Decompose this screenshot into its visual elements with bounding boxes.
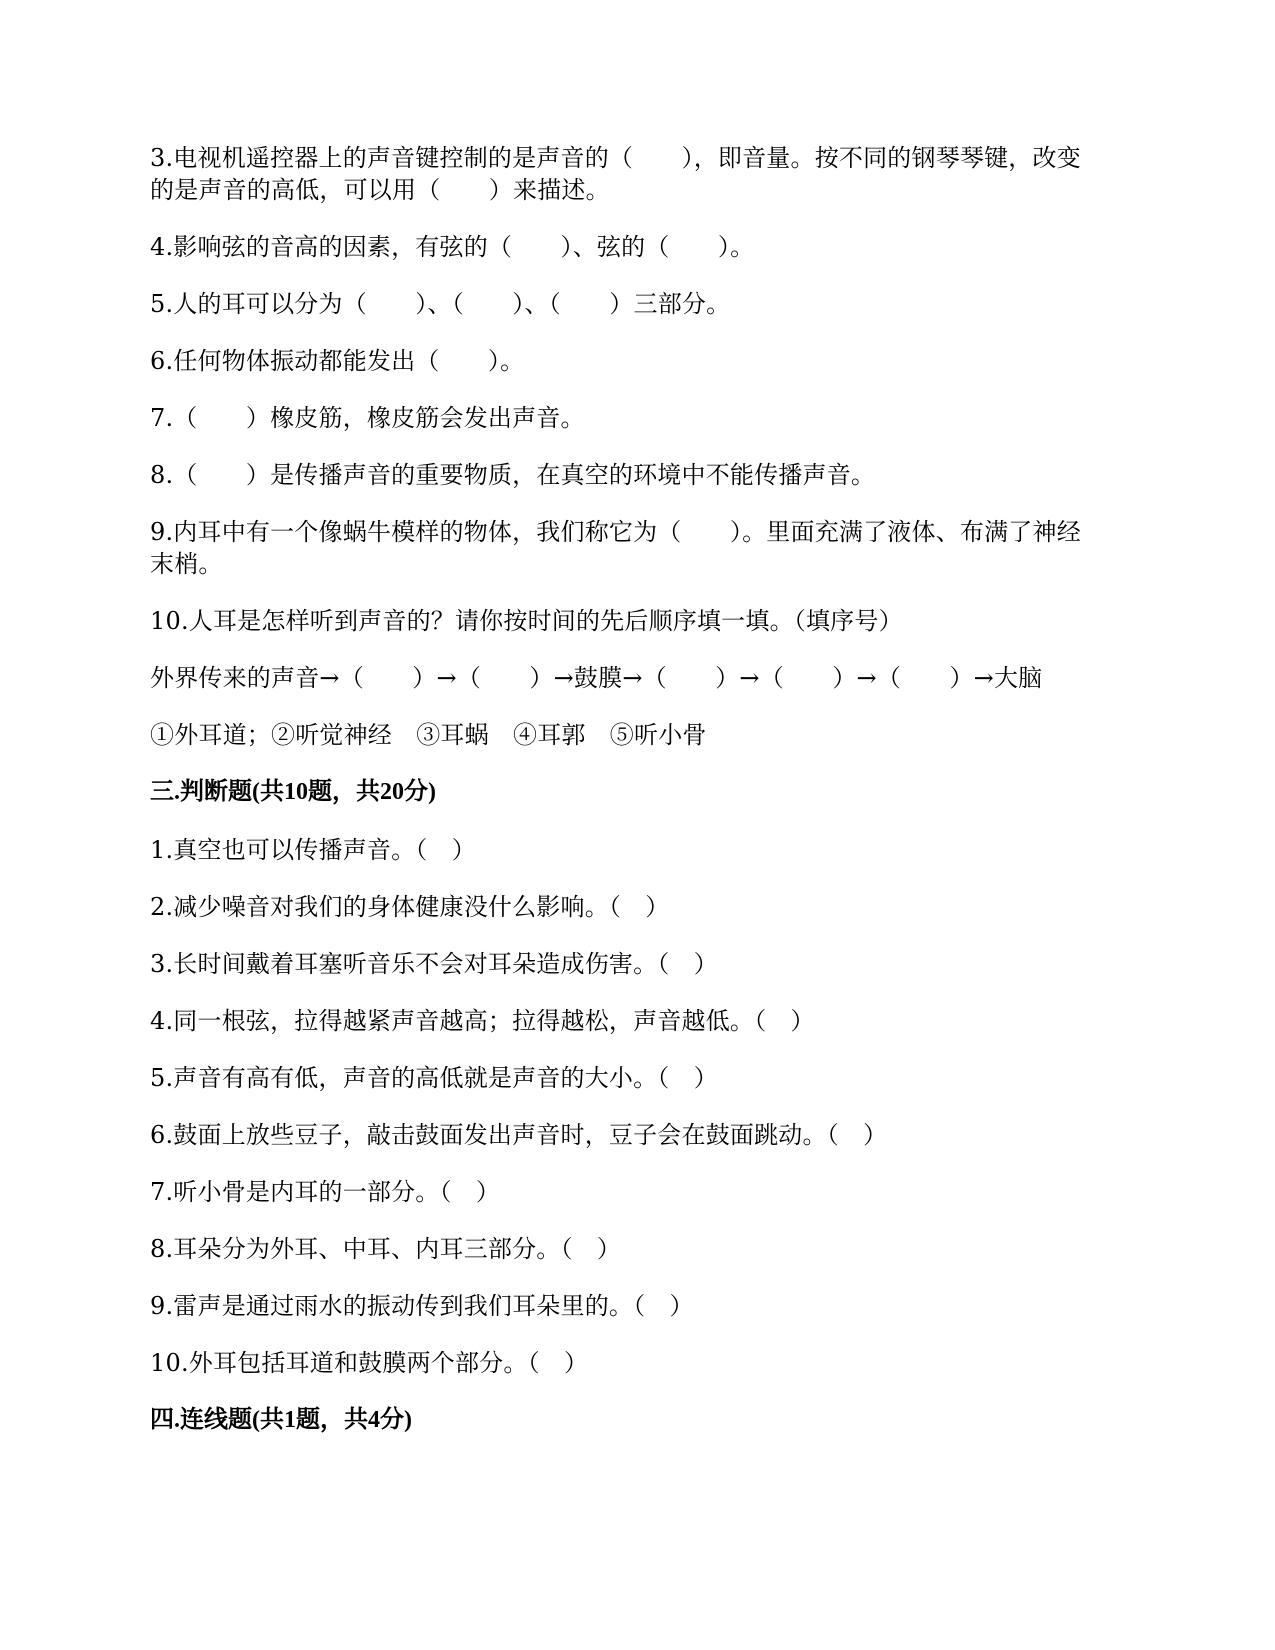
fill-in-section xyxy=(150,142,1110,751)
question-line: 的是声音的高低，可以用（ ）来描述。 xyxy=(150,176,610,204)
question-line: 9.内耳中有一个像蜗牛模样的物体，我们称它为（ ）。里面充满了液体、布满了神经 xyxy=(150,518,1081,546)
judgement-line: 5.声音有高有低，声音的高低就是声音的大小。（ ） xyxy=(150,1064,718,1092)
question-item xyxy=(150,142,1110,206)
matching-section xyxy=(150,1404,1110,1436)
question-item xyxy=(150,288,1110,320)
document-page xyxy=(150,142,1110,1436)
question-line: 10.人耳是怎样听到声音的？请你按时间的先后顺序填一填。（填序号） xyxy=(150,607,903,635)
question-item xyxy=(150,719,1110,751)
question-line: 3.电视机遥控器上的声音键控制的是声音的（ ），即音量。按不同的钢琴琴键，改变 xyxy=(150,144,1081,172)
sequence-line: 外界传来的声音→（ ）→（ ）→鼓膜→（ ）→（ ）→（ ）→大脑 xyxy=(150,664,1043,692)
question-item xyxy=(150,516,1110,580)
question-line: 5.人的耳可以分为（ ）、（ ）、（ ）三部分。 xyxy=(150,290,731,318)
judgement-line: 10.外耳包括耳道和鼓膜两个部分。（ ） xyxy=(150,1349,589,1377)
judgement-line: 9.雷声是通过雨水的振动传到我们耳朵里的。（ ） xyxy=(150,1292,694,1320)
judgement-item xyxy=(150,1062,1110,1094)
section-heading: 三.判断题(共10题，共20分) xyxy=(150,779,436,805)
judgement-item xyxy=(150,1005,1110,1037)
judgement-item xyxy=(150,1347,1110,1379)
judgement-line: 8.耳朵分为外耳、中耳、内耳三部分。（ ） xyxy=(150,1235,622,1263)
judgement-line: 6.鼓面上放些豆子，敲击鼓面发出声音时，豆子会在鼓面跳动。（ ） xyxy=(150,1121,888,1149)
question-line: 末梢。 xyxy=(150,550,223,578)
question-item xyxy=(150,662,1110,694)
question-item xyxy=(150,345,1110,377)
judgement-item xyxy=(150,834,1110,866)
options-line: ①外耳道；②听觉神经 ③耳蜗 ④耳郭 ⑤听小骨 xyxy=(150,721,707,749)
question-item xyxy=(150,459,1110,491)
judgement-line: 2.减少噪音对我们的身体健康没什么影响。（ ） xyxy=(150,893,670,921)
judgement-item xyxy=(150,891,1110,923)
question-item xyxy=(150,402,1110,434)
judgement-line: 7.听小骨是内耳的一部分。（ ） xyxy=(150,1178,501,1206)
question-line: 8.（ ）是传播声音的重要物质，在真空的环境中不能传播声音。 xyxy=(150,461,876,489)
question-item xyxy=(150,605,1110,637)
section-heading: 四.连线题(共1题，共4分) xyxy=(150,1407,412,1433)
question-line: 4.影响弦的音高的因素，有弦的（ ）、弦的（ ）。 xyxy=(150,233,755,261)
judgement-item xyxy=(150,1176,1110,1208)
judgement-line: 3.长时间戴着耳塞听音乐不会对耳朵造成伤害。（ ） xyxy=(150,950,718,978)
judgement-section xyxy=(150,776,1110,1379)
judgement-item xyxy=(150,1233,1110,1265)
judgement-item xyxy=(150,1290,1110,1322)
question-item xyxy=(150,231,1110,263)
judgement-line: 4.同一根弦，拉得越紧声音越高；拉得越松，声音越低。（ ） xyxy=(150,1007,815,1035)
question-line: 6.任何物体振动都能发出（ ）。 xyxy=(150,347,525,375)
question-line: 7.（ ）橡皮筋，橡皮筋会发出声音。 xyxy=(150,404,585,432)
judgement-line: 1.真空也可以传播声音。（ ） xyxy=(150,836,476,864)
judgement-item xyxy=(150,948,1110,980)
judgement-item xyxy=(150,1119,1110,1151)
